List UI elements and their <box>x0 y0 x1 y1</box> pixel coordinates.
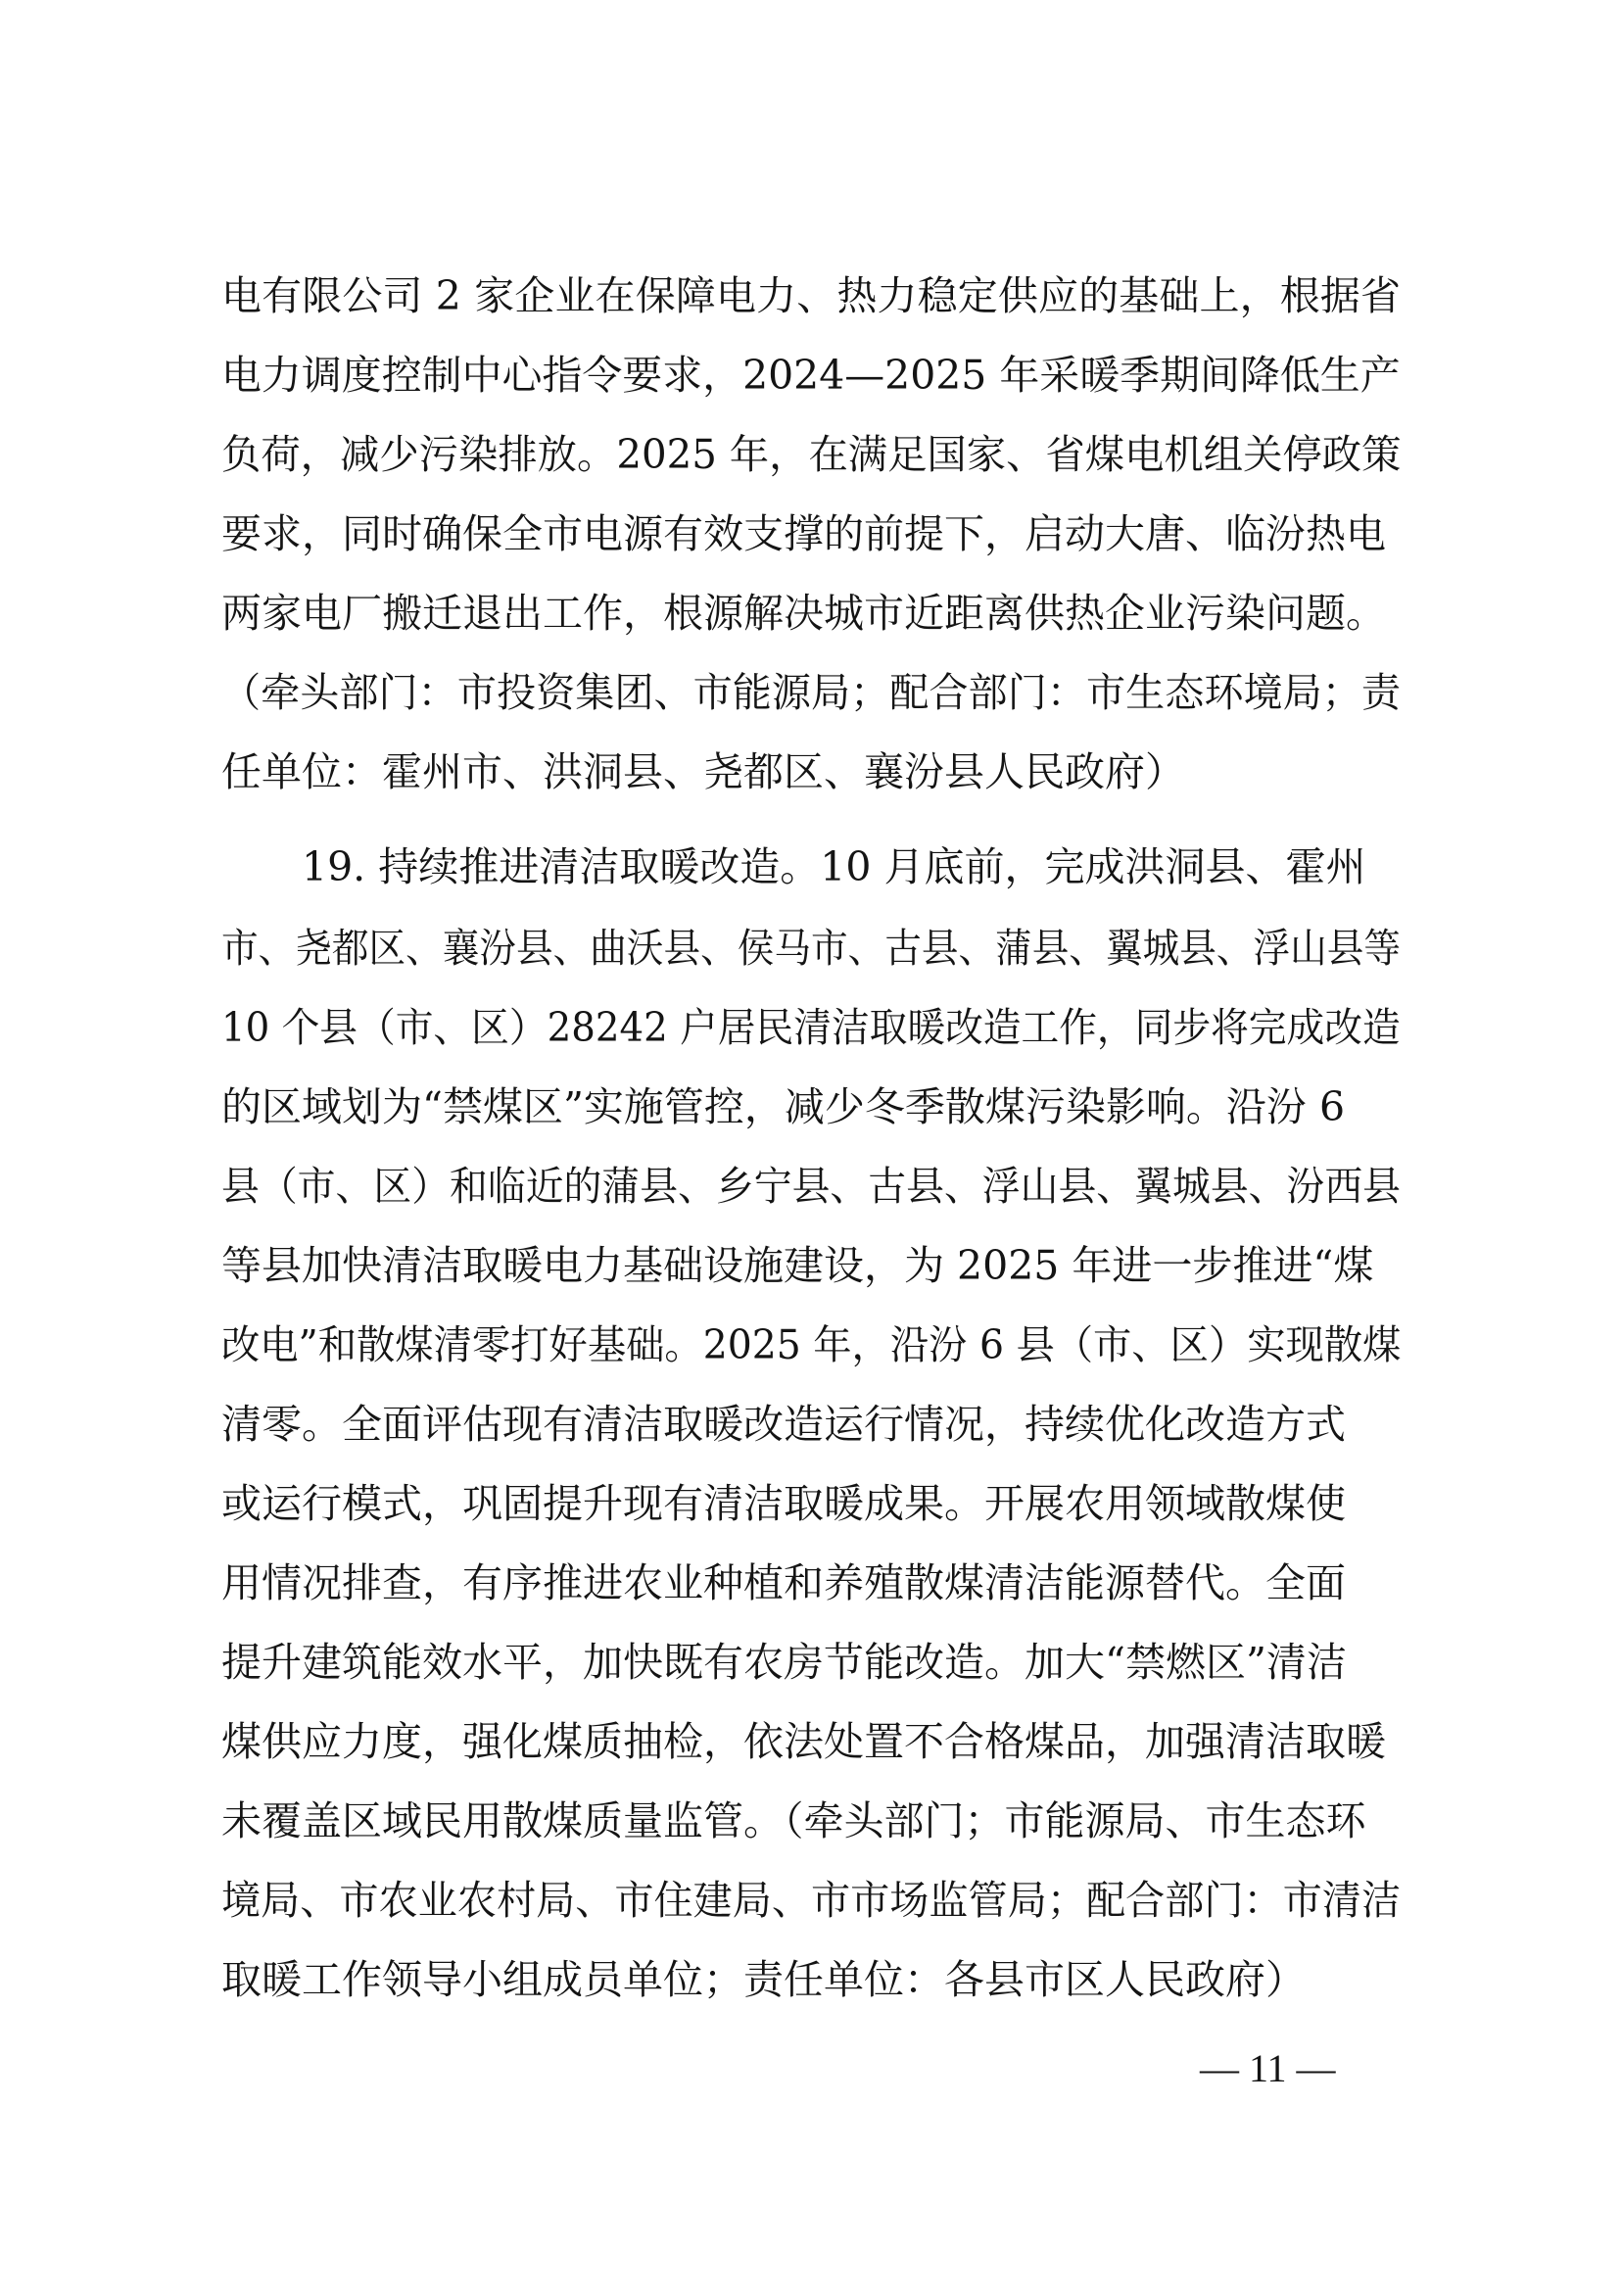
body-text-line: 电力调度控制中心指令要求，2024—2025 年采暖季期间降低生产 <box>221 352 1401 399</box>
body-text-line: 取暖工作领导小组成员单位；责任单位：各县市区人民政府） <box>221 1956 1306 2003</box>
body-text-line: 改电”和散煤清零打好基础。2025 年，沿汾 6 县（市、区）实现散煤 <box>221 1321 1402 1368</box>
body-text-line: 或运行模式，巩固提升现有清洁取暖成果。开展农用领域散煤使 <box>221 1480 1346 1527</box>
body-text-line: 两家电厂搬迁退出工作，根源解决城市近距离供热企业污染问题。 <box>221 590 1386 637</box>
body-text-line: 境局、市农业农村局、市住建局、市市场监管局；配合部门：市清洁 <box>221 1877 1402 1924</box>
body-text-line: 县（市、区）和临近的蒲县、乡宁县、古县、浮山县、翼城县、汾西县 <box>221 1163 1402 1210</box>
body-text-line: 清零。全面评估现有清洁取暖改造运行情况，持续优化改造方式 <box>221 1401 1346 1448</box>
body-text-line: 10 个县（市、区）28242 户居民清洁取暖改造工作，同步将完成改造 <box>221 1004 1401 1051</box>
body-text-line: 未覆盖区域民用散煤质量监管。（牵头部门；市能源局、市生态环 <box>221 1797 1366 1844</box>
section-19-heading-line: 19. 持续推进清洁取暖改造。10 月底前，完成洪洞县、霍州 <box>302 843 1366 890</box>
body-text-line: 负荷，减少污染排放。2025 年，在满足国家、省煤电机组关停政策 <box>221 431 1402 478</box>
body-text-line: 煤供应力度，强化煤质抽检，依法处置不合格煤品，加强清洁取暖 <box>221 1718 1386 1765</box>
body-text-line: 用情况排查，有序推进农业种植和养殖散煤清洁能源替代。全面 <box>221 1559 1346 1606</box>
body-text-line: 市、尧都区、襄汾县、曲沃县、侯马市、古县、蒲县、翼城县、浮山县等 <box>221 925 1402 972</box>
body-text-line: 要求，同时确保全市电源有效支撑的前提下，启动大唐、临汾热电 <box>221 510 1386 557</box>
body-text-line: （牵头部门：市投资集团、市能源局；配合部门：市生态环境局；责 <box>221 669 1402 716</box>
page-number: — 11 — <box>1200 2046 1336 2090</box>
body-text-line: 提升建筑能效水平，加快既有农房节能改造。加大“禁燃区”清洁 <box>221 1639 1347 1686</box>
body-text-line: 电有限公司 2 家企业在保障电力、热力稳定供应的基础上，根据省 <box>221 272 1402 319</box>
body-text-line: 等县加快清洁取暖电力基础设施建设，为 2025 年进一步推进“煤 <box>221 1242 1374 1289</box>
body-text-line: 任单位：霍州市、洪洞县、尧都区、襄汾县人民政府） <box>221 748 1185 795</box>
body-text-line: 的区域划为“禁煤区”实施管控，减少冬季散煤污染影响。沿汾 6 <box>221 1083 1346 1130</box>
